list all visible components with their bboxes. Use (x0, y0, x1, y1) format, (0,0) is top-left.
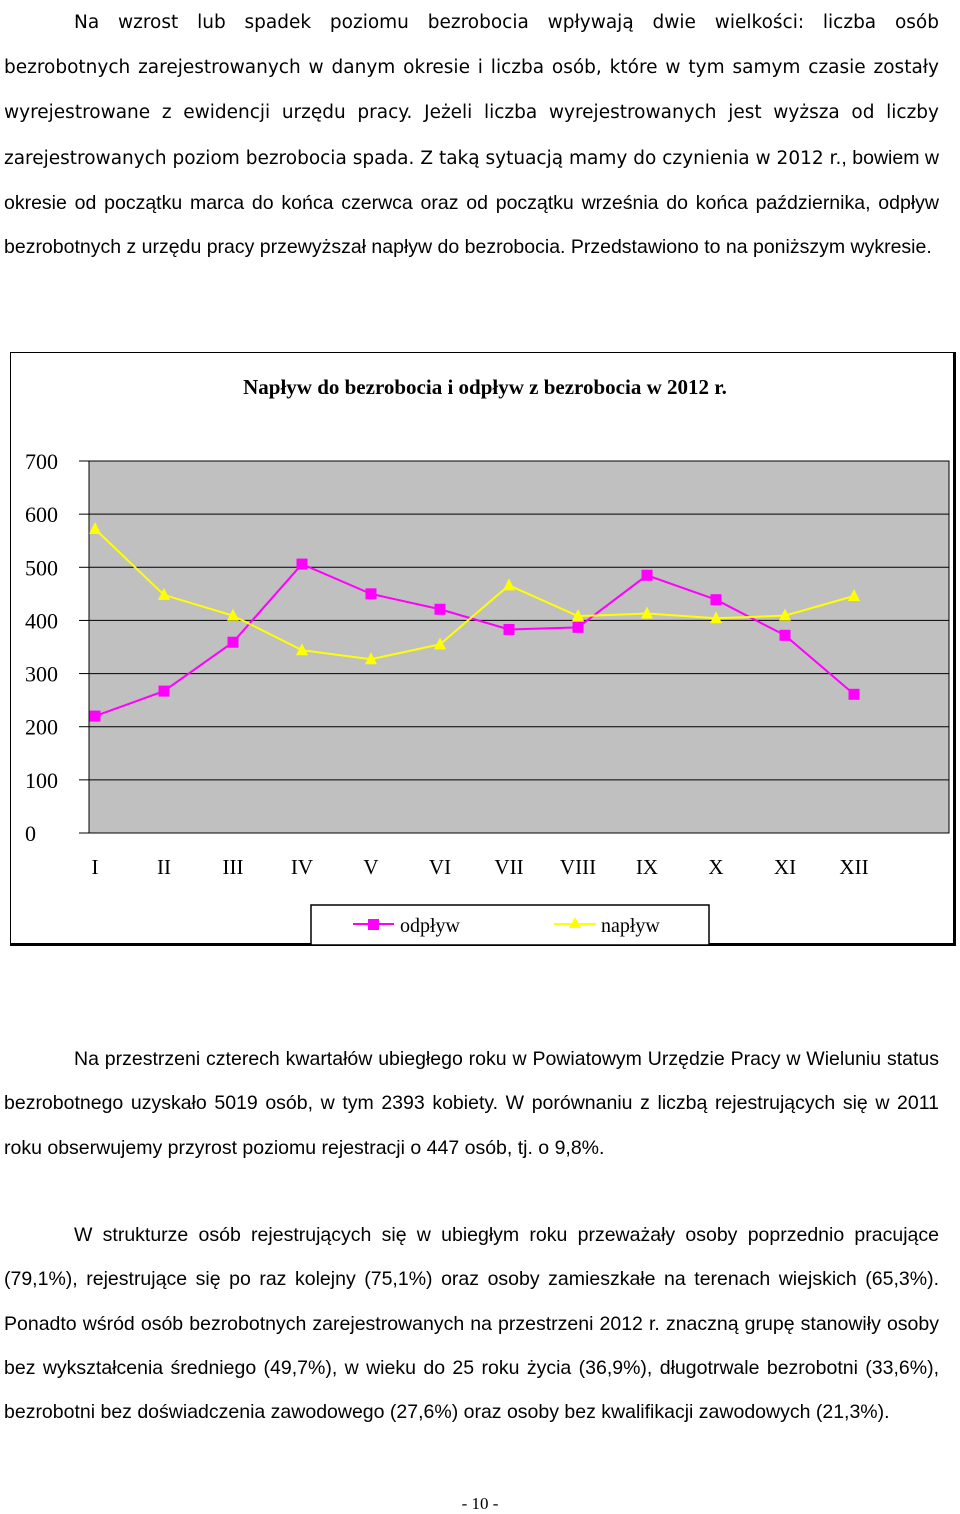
odplyw-point-X (711, 594, 722, 605)
registration-paragraph-text: Na przestrzeni czterech kwartałów ubiegłego roku w Powiatowym Urzędzie Pracy w Wieluniu status bezrobotnego uzyskało 5019 osób, w tym 2393 kobiety. W porównaniu z liczbą rejestrujących się w 2011 roku obserwujemy przyrost poziomu rejestracji o 447 osób, tj. o 9,8%. (4, 1048, 939, 1159)
odplyw-point-V (366, 588, 377, 599)
x-tick-label-X: X (708, 855, 724, 879)
y-axis-ticks (25, 449, 89, 846)
y-tick-label-700: 700 (25, 449, 58, 474)
odplyw-point-III (228, 637, 239, 648)
odplyw-point-II (159, 686, 170, 697)
x-tick-label-III: III (222, 855, 244, 879)
plot-area (89, 461, 949, 833)
odplyw-point-XII (849, 689, 860, 700)
registration-paragraph (4, 1037, 939, 1170)
y-tick-label-400: 400 (25, 608, 58, 634)
x-tick-label-V: V (363, 855, 379, 879)
legend (311, 905, 709, 945)
page-number: - 10 - (461, 1494, 499, 1513)
legend-odplyw-label: odpływ (400, 915, 460, 937)
odplyw-point-VIII (573, 622, 584, 633)
chart-frame (10, 352, 956, 946)
x-tick-label-IV: IV (290, 855, 314, 879)
structure-paragraph (4, 1213, 939, 1434)
odplyw-point-IX (642, 570, 653, 581)
y-tick-label-300: 300 (25, 661, 58, 687)
x-tick-label-XII: XII (839, 855, 869, 879)
legend-naplyw-label: napływ (601, 915, 660, 937)
x-axis-ticks (92, 855, 869, 879)
odplyw-point-XI (780, 630, 791, 641)
x-tick-label-I: I (91, 855, 99, 879)
odplyw-point-VI (435, 604, 446, 615)
y-tick-label-200: 200 (25, 714, 58, 740)
odplyw-point-I (90, 711, 101, 722)
intro-paragraph-part1: Na wzrost lub spadek poziomu bezrobocia wpływają dwie wielkości: liczba osób bezrobotnych zarejestrowanych w danym okresie i liczba osób, które w tym samym czasie zostały wyrejestrowane z ewidencji urzędu pracy. Jeżeli liczba wyrejestrowanych jest wyższa od liczby zarejestrowanych poziom bezrobocia spada. Z taką sytuacją mamy do czynienia w 2012 r. (4, 12, 939, 169)
y-tick-label-500: 500 (25, 555, 58, 581)
structure-paragraph-text: W strukturze osób rejestrujących się w ubiegłym roku przeważały osoby poprzednio pracujące (79,1%), rejestrujące się po raz kolejny (75,1%) oraz osoby zamieszkałe na terenach wiejskich (65,3%). Ponadto wśród osób bezrobotnych zarejestrowanych na przestrzeni 2012 r. znaczną grupę stanowiły osoby bez wykształcenia średniego (49,7%), w wieku do 25 roku życia (36,9%), długotrwale bezrobotni (33,6%), bezrobotni bez doświadczenia zawodowego (27,6%) oraz osoby bez kwalifikacji zawodowych (21,3%). (4, 1224, 939, 1424)
odplyw-point-IV (297, 559, 308, 570)
intro-paragraph-part2: , bowiem w okresie od początku marca do końca czerwca oraz od początku września do końca października, odpływ bezrobotnych z urzędu pracy przewyższał napływ do bezrobocia. Przedstawiono to na poniższym wykresie. (4, 146, 939, 259)
odplyw-point-VII (504, 624, 515, 635)
x-tick-label-II: II (157, 855, 171, 879)
y-tick-label-100: 100 (25, 767, 58, 793)
x-tick-label-VII: VII (494, 855, 524, 879)
legend-odplyw-marker (368, 919, 379, 930)
chart-title: Napływ do bezrobocia i odpływ z bezrobocia w 2012 r. (243, 375, 727, 399)
line-chart (11, 353, 957, 947)
x-tick-label-VI: VI (428, 855, 452, 879)
x-tick-label-XI: XI (773, 855, 797, 879)
y-tick-label-600: 600 (25, 502, 58, 528)
x-tick-label-VIII: VIII (559, 855, 597, 879)
x-tick-label-IX: IX (635, 855, 659, 879)
intro-paragraph (4, 0, 939, 269)
y-tick-label-0: 0 (25, 821, 36, 846)
